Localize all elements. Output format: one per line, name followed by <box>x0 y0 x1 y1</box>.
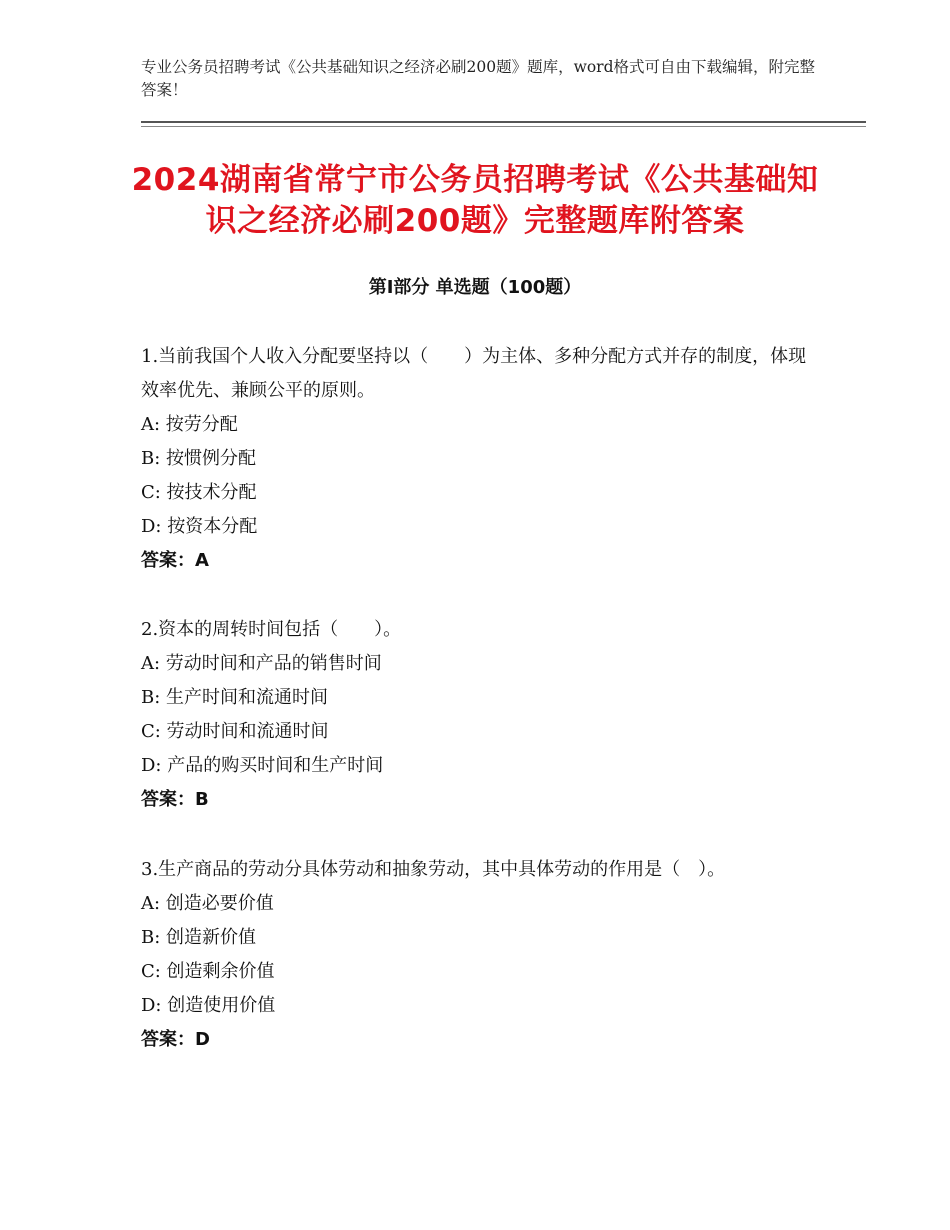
question-block <box>141 613 821 817</box>
section-heading: 第Ⅰ部分 单选题（100题） <box>368 277 582 298</box>
option-d: D: 按资本分配 <box>141 516 258 537</box>
option-b: B: 按惯例分配 <box>141 448 257 469</box>
answer-key: 答案：B <box>141 789 209 810</box>
question-stem: 1.当前我国个人收入分配要坚持以（ ）为主体、多种分配方式并存的制度，体现效率优先、兼顾公平的原则。 <box>141 346 807 401</box>
answer-key: 答案：A <box>141 550 209 571</box>
question-block <box>141 853 821 1057</box>
option-b: B: 创造新价值 <box>141 927 257 948</box>
document-title: 2024湖南省常宁市公务员招聘考试《公共基础知识之经济必刷200题》完整题库附答案 <box>131 162 819 239</box>
header-note: 专业公务员招聘考试《公共基础知识之经济必刷200题》题库，word格式可自由下载编辑，附完整答案！ <box>141 58 816 99</box>
option-a: A: 按劳分配 <box>141 414 238 435</box>
option-d: D: 创造使用价值 <box>141 995 276 1016</box>
option-c: C: 按技术分配 <box>141 482 257 503</box>
question-stem: 2.资本的周转时间包括（ ）。 <box>141 619 402 640</box>
option-a: A: 创造必要价值 <box>141 893 274 914</box>
option-a: A: 劳动时间和产品的销售时间 <box>141 653 382 674</box>
option-b: B: 生产时间和流通时间 <box>141 687 329 708</box>
question-stem: 3.生产商品的劳动分具体劳动和抽象劳动，其中具体劳动的作用是（ ）。 <box>141 859 726 880</box>
option-c: C: 创造剩余价值 <box>141 961 275 982</box>
option-c: C: 劳动时间和流通时间 <box>141 721 329 742</box>
header-divider-thick <box>141 121 866 123</box>
option-d: D: 产品的购买时间和生产时间 <box>141 755 384 776</box>
header-divider-thin <box>141 126 866 127</box>
answer-key: 答案：D <box>141 1029 210 1050</box>
question-block <box>141 340 821 578</box>
